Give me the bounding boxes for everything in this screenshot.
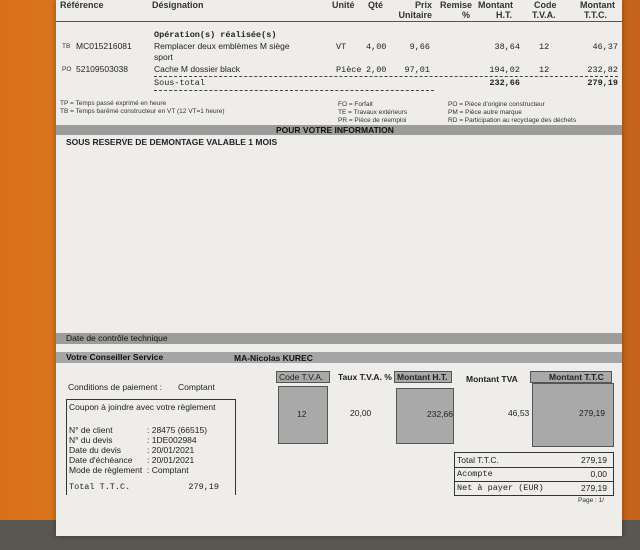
col-remise-2: % [462, 10, 471, 20]
coupon-title: Coupon à joindre avec votre règlement [69, 402, 216, 412]
page-number: Page : 1/ [578, 497, 605, 504]
totals-box [454, 452, 614, 496]
header-rule [56, 21, 622, 22]
tva-ht: 232,66 [427, 409, 453, 419]
col-montant-ttc-1: Montant [580, 0, 615, 10]
legend-rd: RD = Participation au recyclage des déchets [448, 117, 577, 124]
line1-unite: VT [336, 42, 347, 52]
line2-qte: 2,00 [366, 65, 387, 75]
tva-h-code: Code T.V.A. [279, 372, 324, 382]
col-code-tva-1: Code [534, 0, 557, 10]
tva-h-taux: Taux T.V.A. % [338, 372, 392, 382]
coupon-client-value: : 28475 (66515) [147, 425, 208, 435]
net-value: 279,19 [581, 483, 607, 493]
line1-montant-ttc: 46,37 [592, 42, 618, 52]
tva-h-ttc-box [530, 371, 612, 383]
col-prix-2: Unitaire [398, 10, 432, 20]
info-text: SOUS RESERVE DE DEMONTAGE VALABLE 1 MOIS [66, 137, 278, 147]
tva-ttc: 279,19 [579, 408, 605, 418]
tva-h-tva: Montant TVA [466, 374, 518, 384]
coupon-devis-label: N° du devis [69, 435, 113, 445]
tva-montant: 46,53 [508, 408, 530, 418]
tva-code-box [278, 386, 328, 444]
controle-band [56, 333, 622, 344]
col-reference: Référence [60, 0, 104, 10]
line1-montant-ht: 38,64 [494, 42, 520, 52]
legend-po: PO = Pièce d'origine constructeur [448, 101, 545, 108]
tva-h-code-box [276, 371, 330, 383]
totals-rule-2 [455, 481, 613, 482]
coupon-echeance-value: : 20/01/2021 [147, 455, 195, 465]
coupon-mode-value: : Comptant [147, 465, 189, 475]
payment-label: Conditions de paiement : [68, 382, 163, 392]
subtotal-rule-top [154, 76, 618, 77]
tva-code: 12 [297, 409, 307, 419]
line1-designation: Remplacer deux emblèmes M siège [154, 41, 290, 51]
coupon-date-value: : 20/01/2021 [147, 445, 195, 455]
info-band [56, 125, 622, 135]
col-prix-1: Prix [414, 0, 432, 10]
coupon-devis-value: : 1DE002984 [147, 435, 197, 445]
subtotal-label: Sous-total [154, 78, 206, 88]
tva-ht-box [396, 388, 454, 444]
conseiller-label: Votre Conseiller Service [66, 352, 164, 362]
conseiller-name: MA-Nicolas KUREC [234, 353, 313, 363]
tva-h-ht: Montant H.T. [397, 372, 448, 382]
col-remise-1: Remise [440, 0, 473, 10]
acompte-label: Acompte [457, 469, 493, 479]
total-ttc-value: 279,19 [581, 455, 607, 465]
legend-tp: TP = Temps passé exprimé en heure [60, 100, 167, 107]
line1-prefix: TB [62, 43, 71, 50]
payment-value: Comptant [178, 382, 215, 392]
legend-te: TE = Travaux extérieurs [338, 109, 408, 116]
line1-ref: MC015216081 [76, 41, 132, 51]
subtotal-rule-bottom [154, 90, 434, 91]
line2-prix: 97,01 [404, 65, 430, 75]
totals-rule-1 [455, 467, 613, 468]
invoice-paper [56, 0, 622, 536]
line1-prix: 9,66 [409, 42, 430, 52]
line2-prefix: PO [62, 66, 72, 73]
line2-unite: Pièce [336, 65, 362, 75]
line2-montant-ttc: 232,82 [587, 65, 618, 75]
line2-code-tva: 12 [539, 65, 550, 75]
conseiller-band [56, 352, 622, 363]
section-title: Opération(s) réalisée(s) [154, 30, 277, 40]
legend-fo: FO = Forfait [338, 101, 373, 108]
subtotal-ttc: 279,19 [587, 78, 618, 88]
subtotal-ht: 232,66 [489, 78, 520, 88]
tva-taux: 20,00 [350, 408, 372, 418]
net-label: Net à payer (EUR) [457, 483, 544, 493]
legend-pr: PR = Pièce de réemploi [338, 117, 407, 124]
coupon-date-label: Date du devis [69, 445, 121, 455]
coupon-client-label: N° de client [69, 425, 113, 435]
line2-designation: Cache M dossier black [154, 64, 240, 74]
col-montant-ht-1: Montant [478, 0, 513, 10]
coupon-total-label: Total T.T.C. [69, 482, 131, 492]
col-code-tva-2: T.V.A. [532, 10, 556, 20]
coupon-mode-label: Mode de règlement [69, 465, 143, 475]
line2-montant-ht: 194,02 [489, 65, 520, 75]
col-montant-ht-2: H.T. [496, 10, 513, 20]
col-qte: Qté [368, 0, 384, 10]
tva-ttc-box [532, 383, 614, 447]
line1-code-tva: 12 [539, 42, 550, 52]
line1-designation-2: sport [154, 52, 173, 62]
line1-qte: 4,00 [366, 42, 387, 52]
legend-tb: TB = Temps barêmé constructeur en VT (12 VT=1 heure) [60, 108, 225, 115]
info-band-label: POUR VOTRE INFORMATION [276, 125, 394, 135]
tva-h-ht-box [394, 371, 452, 383]
col-montant-ttc-2: T.T.C. [584, 10, 608, 20]
line2-ref: 52109503038 [76, 64, 129, 74]
coupon-total-value: 279,19 [188, 482, 219, 492]
acompte-value: 0,00 [590, 469, 607, 479]
col-unite: Unité [332, 0, 355, 10]
total-ttc-label: Total T.T.C. [457, 455, 499, 465]
controle-label: Date de contrôle technique [66, 333, 168, 343]
coupon-box [66, 399, 236, 495]
coupon-echeance-label: Date d'échéance [69, 455, 133, 465]
col-designation: Désignation [152, 0, 204, 10]
tva-h-ttc: Montant T.T.C [549, 372, 604, 382]
legend-pm: PM = Pièce autre marque [448, 109, 522, 116]
